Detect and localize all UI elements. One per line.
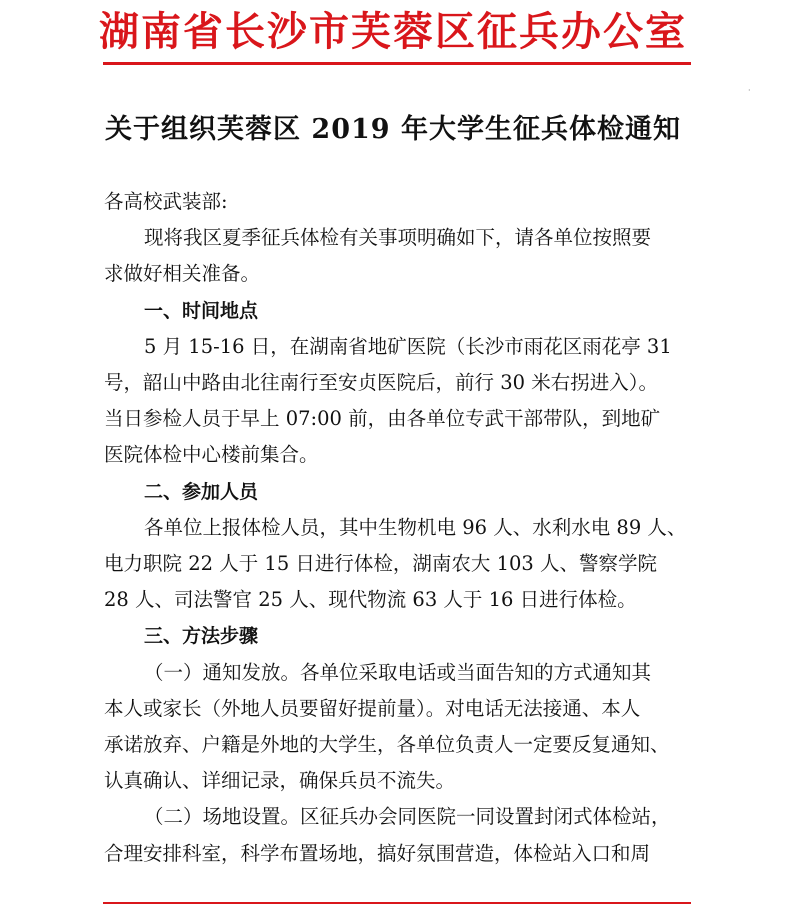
paragraph-line: 现将我区夏季征兵体检有关事项明确如下，请各单位按照要 [144,226,652,250]
paragraph-line: 当日参检人员于早上 07:00 前，由各单位专武干部带队，到地矿 [104,407,661,431]
salutation-line: 各高校武装部: [104,190,228,213]
scan-mark: · [748,86,751,95]
paragraph-line: 认真确认、详细记录，确保兵员不流失。 [104,769,456,793]
paragraph-line: 合理安排科室，科学布置场地，搞好氛围营造，体检站入口和周 [104,841,651,865]
paragraph-line: 本人或家长（外地人员要留好提前量）。对电话无法接通、本人 [104,696,641,720]
paragraph-line: 号，韶山中路由北往南行至安贞医院后，前行 30 米右拐进入）。 [104,371,658,395]
document-body [104,184,694,872]
paragraph-line: 医院体检中心楼前集合。 [104,443,319,467]
section-heading-participants: 二、参加人员 [144,480,259,503]
paragraph-line: 28 人、司法警官 25 人、现代物流 63 人于 16 日进行体检。 [104,588,637,612]
paragraph-line: （二）场地设置。区征兵办会同医院一同设置封闭式体检站， [144,805,671,829]
paragraph-line: 各单位上报体检人员，其中生物机电 96 人、水利水电 89 人、 [144,515,687,539]
paragraph-line: 5 月 15-16 日，在湖南省地矿医院（长沙市雨花区雨花亭 31 [144,334,672,358]
section-heading-method-steps: 三、方法步骤 [144,625,259,648]
paragraph-line: （一）通知发放。各单位采取电话或当面告知的方式通知其 [144,660,652,684]
paragraph-line: 承诺放弃、户籍是外地的大学生，各单位负责人一定要反复通知、 [104,733,670,757]
document-title: 关于组织芙蓉区 2019 年大学生征兵体检通知 [105,114,681,145]
paragraph-line: 电力职院 22 人于 15 日进行体检，湖南农大 103 人、警察学院 [104,552,658,576]
paragraph-line: 求做好相关准备。 [104,262,261,286]
red-footer-rule [103,902,691,904]
issuing-office-title: 湖南省长沙市芙蓉区征兵办公室 [99,8,687,55]
red-header-rule [103,62,691,65]
section-heading-time-place: 一、时间地点 [144,299,259,322]
